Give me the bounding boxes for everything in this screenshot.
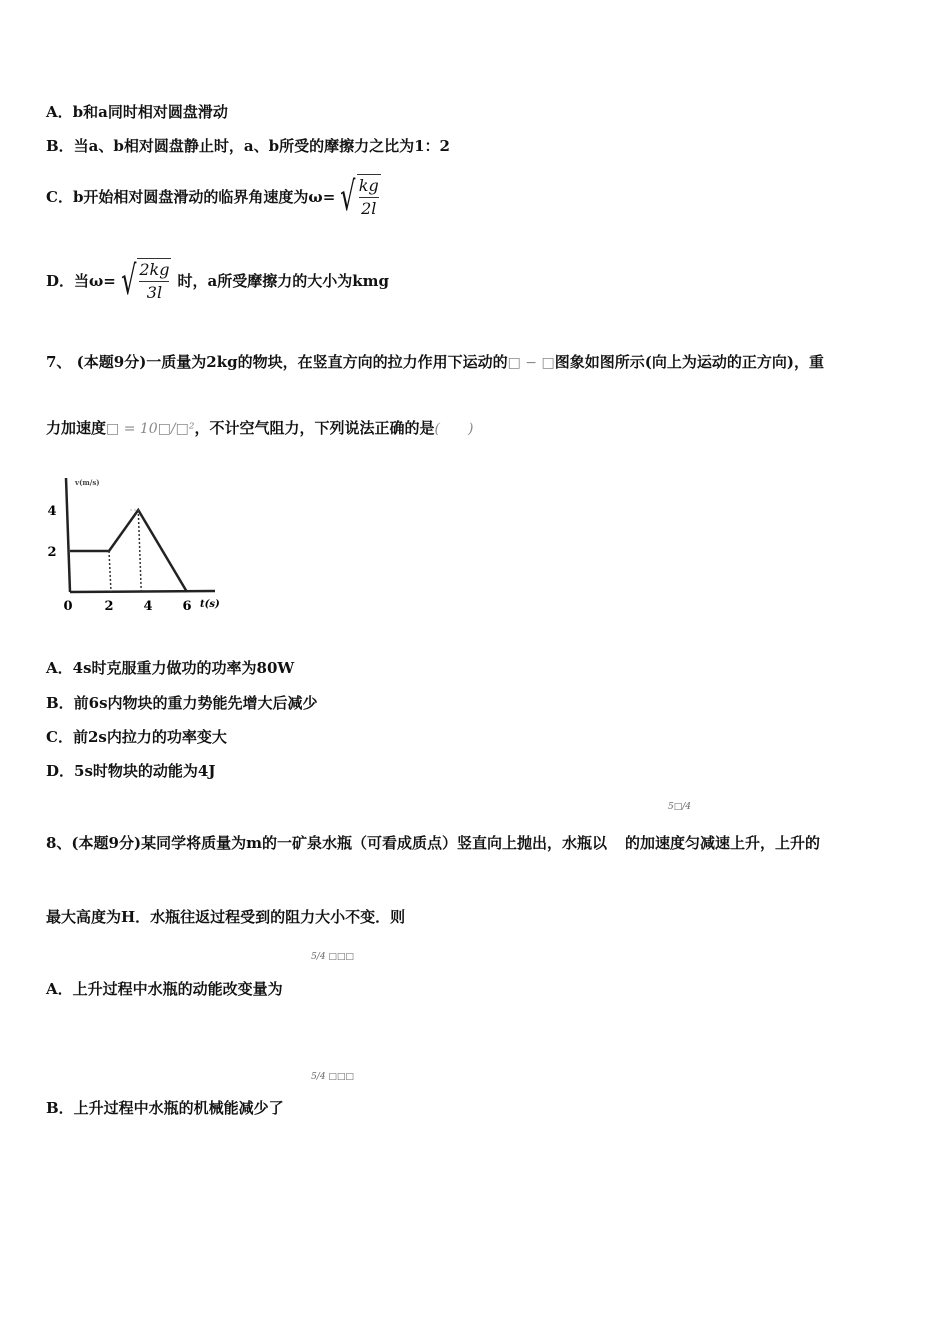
q6-option-d [46,256,389,306]
numerator: kg [359,175,379,198]
x-tick-label: 0 [63,599,73,614]
velocity-line [70,510,187,592]
guide-line [109,551,111,592]
q8-a-formula: 5/4 □□□ [311,952,354,962]
x-tick-label: 4 [143,599,153,614]
text: 力加速度 [46,419,107,437]
q8-accel-formula: 5□/4 [668,802,691,812]
text: ，不计空气阻力，下列说法正确的是 [194,419,435,437]
y-axis-label: v(m/s) [75,478,100,487]
x-axis-label: t(s) [200,599,220,610]
formula-placeholder: □ − □ [507,355,555,371]
q8-b-formula: 5/4 □□□ [311,1072,354,1082]
sqrt-formula: √ $\frac{2kg}{3l}$ [120,258,170,304]
q8-stem-line1 [46,833,820,853]
q7-stem-line2 [46,418,473,439]
text: 的加速度匀减速上升，上升的 [624,834,820,852]
y-axis [66,478,70,592]
text: 图象如图所示 [554,353,645,371]
denominator: 2l [361,199,377,218]
text: (向上为运动的正方向) [644,353,794,371]
q7-option-a: A．4s时克服重力做功的功率为80W [46,659,295,677]
q6-d-text: D．当ω= [46,272,116,290]
x-tick-label: 6 [182,599,192,614]
vt-graph [40,470,240,620]
formula-placeholder: □ = 10□/□² [106,421,195,437]
q6-c-text: C．b开始相对圆盘滑动的临界角速度为ω= [46,188,336,206]
q8-stem-line2: 最大高度为H．水瓶往返过程受到的阻力大小不变．则 [46,908,406,926]
denominator: 3l [146,283,163,302]
y-tick-label: 4 [47,504,57,519]
x-tick-label: 2 [104,599,114,614]
q6-option-c [46,172,381,222]
text: 8、(本题9分)某同学将质量为m的一矿泉水瓶（可看成质点）竖直向上抛出，水瓶以 [46,834,607,852]
y-tick-label: 2 [47,545,57,560]
sqrt-formula: √ $\frac{kg}{2l}$ [340,174,379,220]
numerator: 2kg [139,259,169,282]
text: 7、 (本题9分)一质量为2kg的物块，在竖直方向的拉力作用下运动的 [46,353,508,371]
q8-option-a: A．上升过程中水瓶的动能改变量为 [46,980,283,998]
q6-option-a: A．b和a同时相对圆盘滑动 [46,103,228,121]
q6-option-b: B．当a、b相对圆盘静止时，a、b所受的摩擦力之比为1：2 [46,137,450,155]
q6-d-text-post: 时，a所受摩擦力的大小为kmg [177,272,389,290]
q7-option-d: D．5s时物块的动能为4J [46,762,216,780]
q7-option-c: C．前2s内拉力的功率变大 [46,728,227,746]
answer-paren: ( ) [434,421,474,437]
x-axis [70,591,215,592]
text: ，重 [793,353,824,371]
q7-option-b: B．前6s内物块的重力势能先增大后减少 [46,694,318,712]
q7-stem-line1 [46,352,824,373]
q8-option-b: B．上升过程中水瓶的机械能减少了 [46,1099,284,1117]
guide-line [138,510,141,592]
